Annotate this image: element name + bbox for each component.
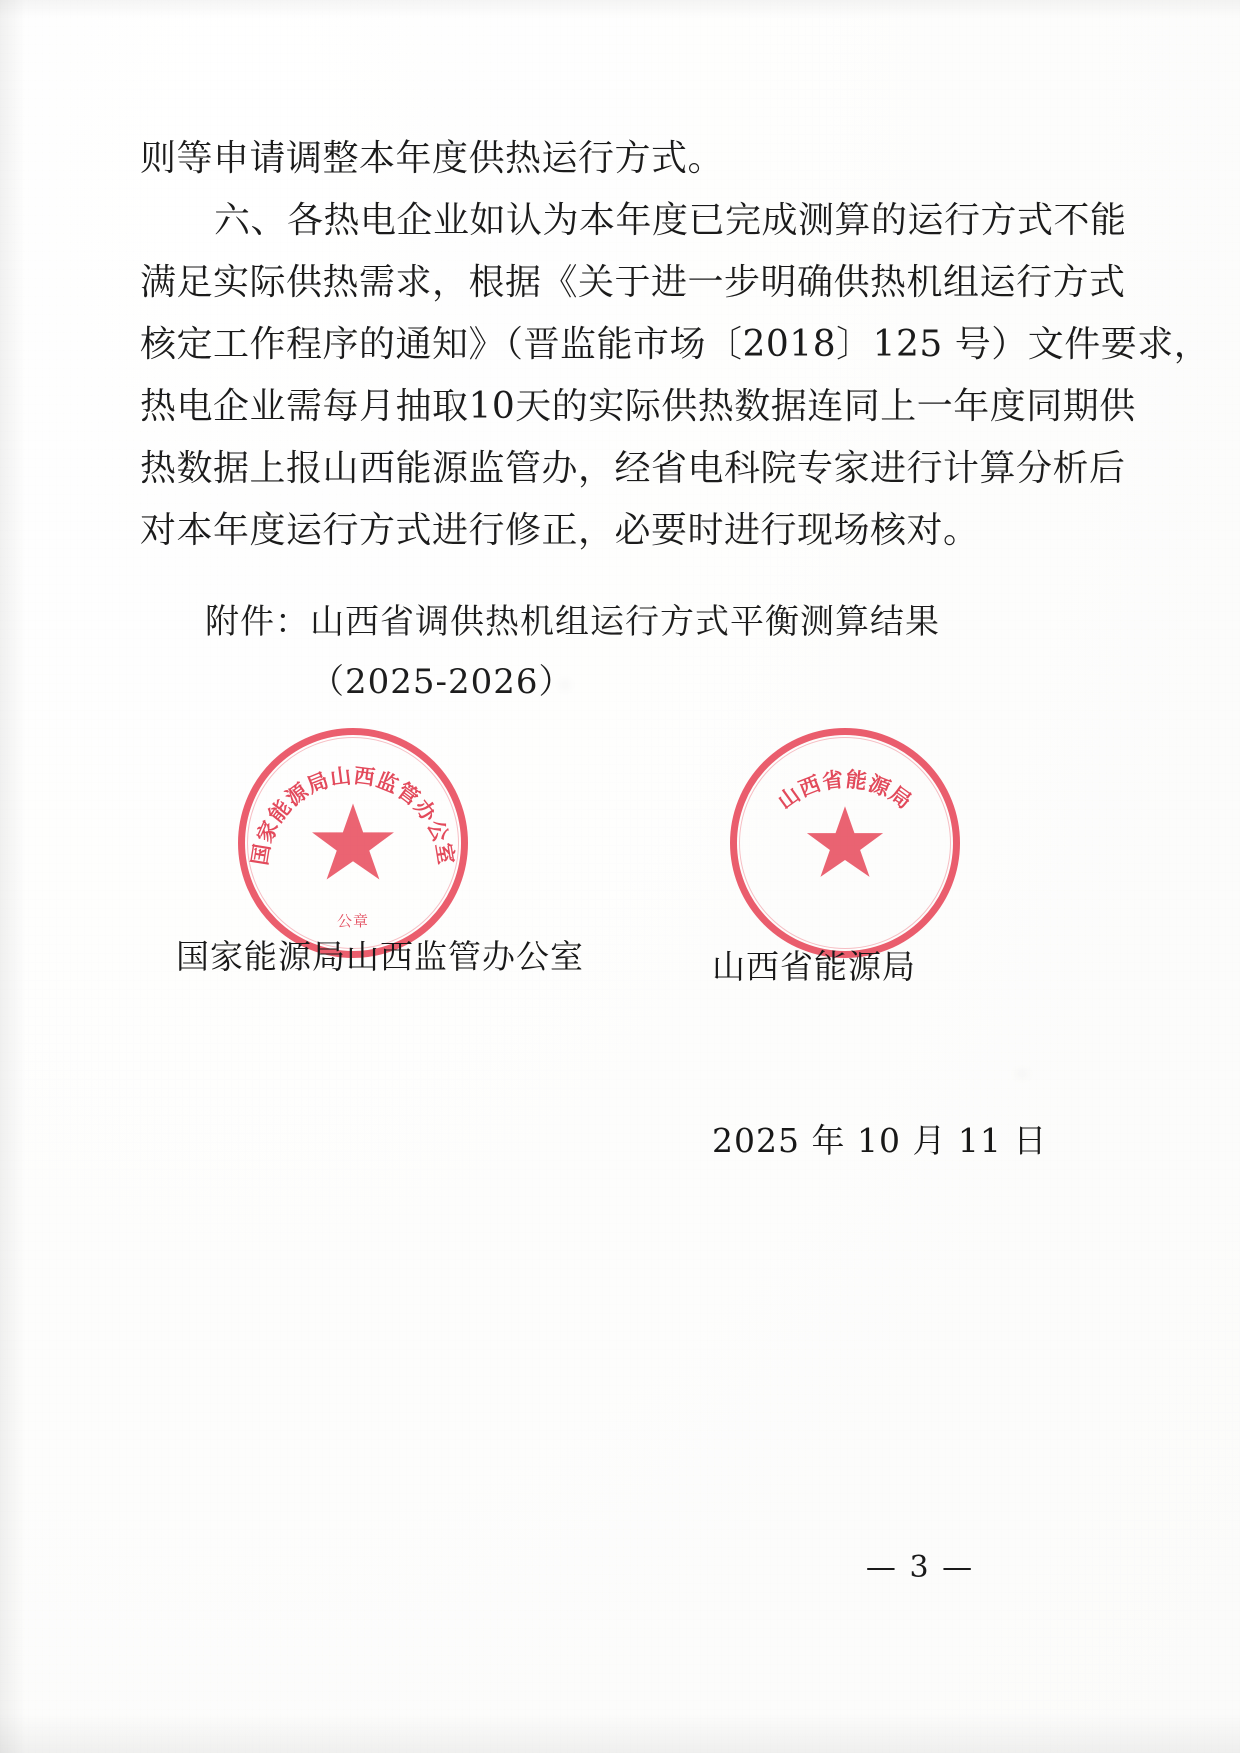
body-line-7: 对本年度运行方式进行修正，必要时进行现场核对。 xyxy=(140,510,980,551)
body-line-1: 则等申请调整本年度供热运行方式。 xyxy=(140,138,725,179)
page-number-label: — 3 — xyxy=(865,1550,975,1585)
signature-right-organization: 山西省能源局 xyxy=(712,947,916,986)
document-body xyxy=(140,128,1211,562)
page-edge-shadow-top xyxy=(0,0,1240,18)
seal-arc-label: 国家能源局山西监管办公室 xyxy=(246,762,460,867)
page-number xyxy=(0,1550,1240,1585)
signature-left xyxy=(176,822,584,1092)
body-line-2: 六、各热电企业如认为本年度已完成测算的运行方式不能 xyxy=(214,200,1127,241)
page-edge-shadow-left xyxy=(0,0,26,1753)
body-line-5: 热电企业需每月抽取10天的实际供热数据连同上一年度同期供 xyxy=(140,386,1136,427)
attachment-block xyxy=(205,592,1025,712)
attachment-period: （2025-2026） xyxy=(310,662,574,702)
seal-arc-label: 山西省能源局 xyxy=(772,766,918,814)
signature-right-date: 2025 年 10 月 11 日 xyxy=(712,1121,1048,1160)
body-line-6: 热数据上报山西能源监管办，经省电科院专家进行计算分析后 xyxy=(140,448,1126,489)
page-edge-shadow-bottom xyxy=(0,1713,1240,1753)
signature-right xyxy=(712,822,1047,1286)
signature-left-organization: 国家能源局山西监管办公室 xyxy=(176,937,584,976)
body-line-4: 核定工作程序的通知》（晋监能市场〔2018〕125 号）文件要求， xyxy=(140,324,1211,365)
attachment-title: 附件：山西省调供热机组运行方式平衡测算结果 xyxy=(205,602,940,642)
seal-bottom-label: 公章 xyxy=(336,912,370,930)
body-line-3: 满足实际供热需求，根据《关于进一步明确供热机组运行方式 xyxy=(140,262,1126,303)
